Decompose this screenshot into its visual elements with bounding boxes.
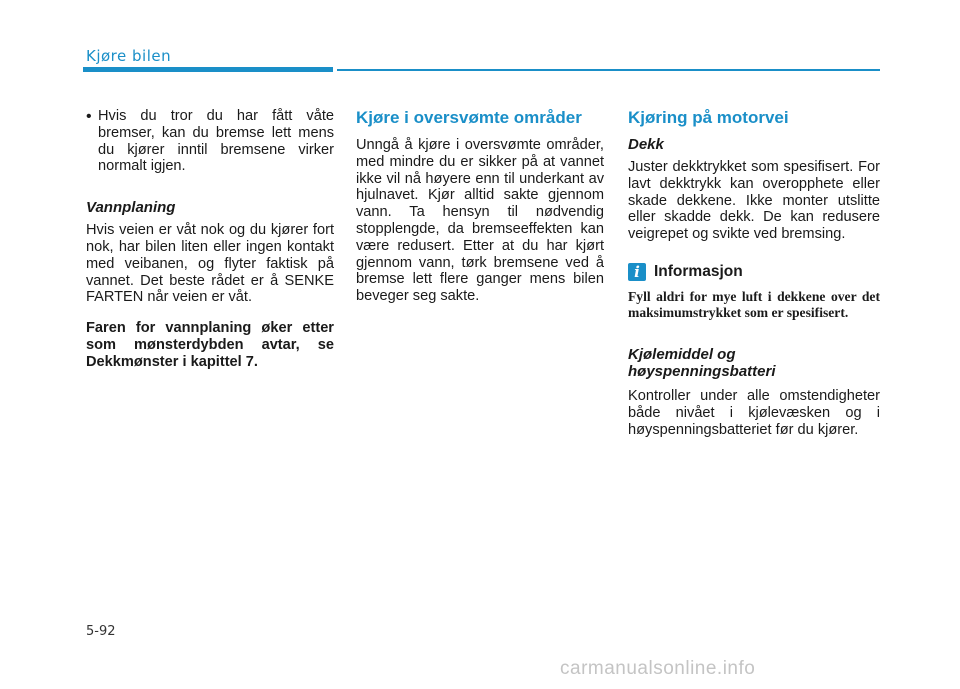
motorway-heading: Kjøring på motorvei (628, 108, 789, 127)
info-title: Informasjon (654, 262, 743, 280)
vannplaning-warning: Faren for vannplaning øker etter som mønsterdybden avtar, se Dekkmønster i kapittel 7. (86, 320, 334, 370)
flooded-areas-heading: Kjøre i oversvømte områder (356, 108, 582, 127)
kjolemiddel-heading: Kjølemiddel og høyspenningsbatteri (628, 345, 776, 380)
column-3 (628, 108, 880, 438)
info-box-header (628, 263, 880, 281)
kjolemiddel-text: Kontroller under alle omstendigheter både nivået i kjølevæsken og i høyspenningsbatteriet før du kjører. (628, 387, 880, 438)
section-title: Kjøre bilen (86, 47, 172, 65)
column-1 (86, 108, 334, 371)
column-2 (356, 108, 604, 305)
bullet-item (86, 108, 334, 175)
header-rule-thick (83, 67, 333, 72)
dekk-heading: Dekk (628, 136, 664, 153)
info-icon: i (628, 263, 646, 281)
vannplaning-heading: Vannplaning (86, 199, 176, 217)
flooded-areas-text: Unngå å kjøre i oversvømte områder, med mindre du er sikker på at vannet ikke vil nå høyere enn til underkant av hjulnavet. Kjør alltid sakte gjennom vann. Ta hensyn til nødvendig stopplengde, da bremseeffekten kan være redusert. Etter at du har kjørt gjennom vann, tørk bremsene ved å bremse lett flere ganger mens bilen beveger seg sakte. (356, 137, 604, 305)
watermark[interactable]: carmanualsonline.info (560, 658, 756, 679)
info-text: Fyll aldri for mye luft i dekkene over det maksimumstrykket som er spesifisert. (628, 288, 880, 321)
bullet-text: Hvis du tror du har fått våte bremser, kan du bremse lett mens du kjører inntil bremsene virker normalt igjen. (98, 108, 334, 175)
page-number: 5-92 (86, 624, 116, 639)
dekk-text: Juster dekktrykket som spesifisert. For lavt dekktrykk kan overopphete eller skade dekkene. Ikke monter utslitte eller skadde dekk. De kan redusere veigrepet og svikte ved bremsing. (628, 159, 880, 243)
vannplaning-text: Hvis veien er våt nok og du kjører fort nok, har bilen liten eller ingen kontakt med veibanen, og flyter faktisk på vannet. Det beste rådet er å SENKE FARTEN når veien er våt. (86, 222, 334, 306)
bullet-dot: • (86, 108, 92, 125)
header-rule-thin (337, 69, 880, 71)
